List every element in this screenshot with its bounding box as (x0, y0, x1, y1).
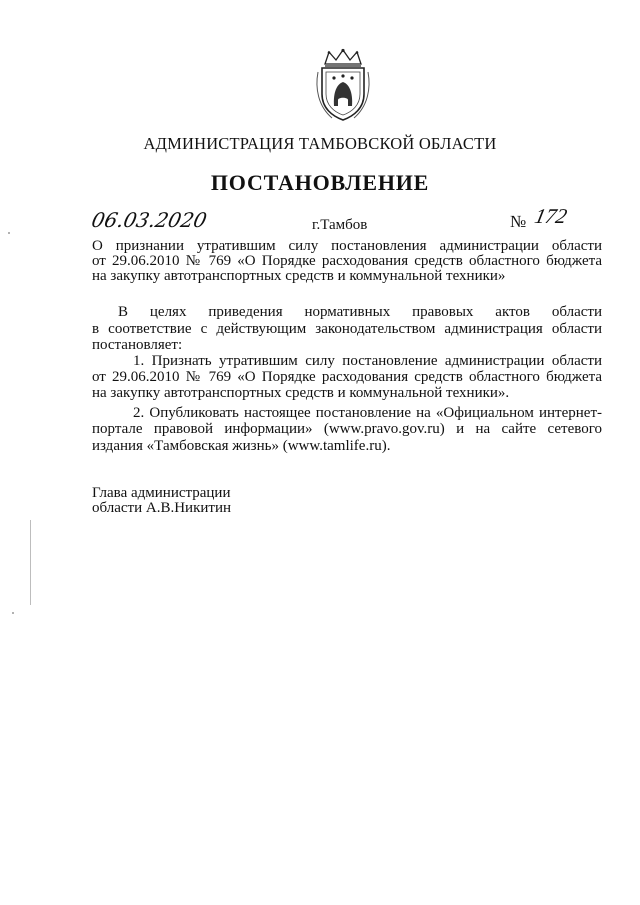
preamble-line: постановляет: (92, 337, 183, 353)
item-1-line: 1. Признать утратившим силу постановление администрации области (133, 353, 602, 369)
document-date: 06.03.2020 (89, 208, 210, 232)
organization-title: АДМИНИСТРАЦИЯ ТАМБОВСКОЙ ОБЛАСТИ (143, 134, 497, 153)
scan-speck (12, 612, 14, 614)
signature-title: Глава администрации (92, 485, 231, 501)
preamble-line: В целях приведения нормативных правовых актов области (118, 304, 602, 320)
item-2-line: издания «Тамбовская жизнь» (www.tamlife.ru). (92, 438, 391, 454)
document-number: 172 (532, 204, 570, 228)
subject-line: на закупку автотранспортных средств и коммунальной техники» (92, 268, 506, 284)
document-type: ПОСТАНОВЛЕНИЕ (210, 170, 430, 195)
scan-edge-line (30, 520, 31, 605)
signature-name: области А.В.Никитин (92, 500, 232, 516)
coat-of-arms-icon (312, 48, 374, 122)
preamble-line: в соответствие с действующим законодательством администрация области (92, 321, 602, 337)
item-1-line: на закупку автотранспортных средств и коммунальной техники». (92, 385, 510, 401)
subject-line: от 29.06.2010 № 769 «О Порядке расходования средств областного бюджета (92, 253, 602, 269)
item-2-line: 2. Опубликовать настоящее постановление на «Официальном интернет- (133, 405, 602, 421)
item-2-line: портале правовой информации» (www.pravo.gov.ru) и на сайте сетевого (92, 421, 602, 437)
item-1-line: от 29.06.2010 № 769 «О Порядке расходования средств областного бюджета (92, 369, 602, 385)
subject-line: О признании утратившим силу постановления администрации области (92, 238, 602, 254)
document-city: г.Тамбов (312, 217, 368, 233)
scan-speck (8, 232, 10, 234)
number-label: № (510, 212, 527, 231)
